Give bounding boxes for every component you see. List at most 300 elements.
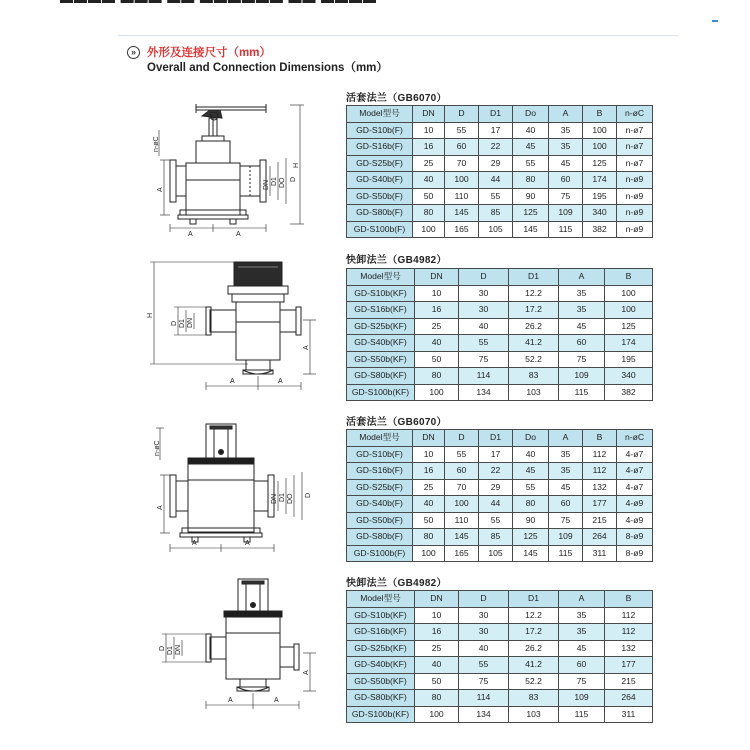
drawing-1-label-a-left: A (188, 231, 193, 238)
table-cell: 311 (583, 545, 617, 562)
column-header: A (559, 591, 605, 608)
table-cell: 40 (459, 640, 509, 657)
top-divider (118, 35, 678, 36)
table-cell: 16 (413, 139, 445, 156)
table-header-row (347, 430, 653, 447)
table-cell: 41.2 (509, 657, 559, 674)
table-cell: 12.2 (509, 607, 559, 624)
drawing-1-label-do: DO (279, 177, 286, 188)
drawing-4-label-a-side: A (303, 670, 310, 675)
table-cell: 100 (583, 139, 617, 156)
table-cell: 109 (559, 368, 605, 385)
table-cell: 125 (513, 529, 549, 546)
table-cell: n-ø7 (617, 122, 653, 139)
table-cell: 55 (513, 479, 549, 496)
model-cell: GD-S10b(F) (347, 122, 413, 139)
table-cell: 90 (513, 512, 549, 529)
table-cell: 40 (415, 657, 459, 674)
table-row (347, 496, 653, 513)
table-row (347, 384, 653, 401)
table-cell: 114 (459, 368, 509, 385)
column-header: B (605, 269, 653, 286)
drawing-3-label-do: DO (287, 493, 294, 504)
drawing-1-label-d: D (290, 176, 297, 182)
model-cell: GD-S25b(F) (347, 479, 413, 496)
model-cell: GD-S100b(F) (347, 545, 413, 562)
column-header: DN (413, 430, 445, 447)
table-row (347, 463, 653, 480)
table-cell: 26.2 (509, 318, 559, 335)
table-cell: 35 (559, 624, 605, 641)
drawing-2-cap-kf-valve (148, 258, 328, 393)
column-header: A (549, 106, 583, 123)
table-row (347, 335, 653, 352)
table-cell: 100 (413, 221, 445, 238)
column-header: Model型号 (347, 591, 415, 608)
table-cell: 75 (559, 351, 605, 368)
table-cell: 112 (583, 446, 617, 463)
table-cell: 55 (479, 188, 513, 205)
table-cell: 55 (459, 657, 509, 674)
table-row (347, 640, 653, 657)
table-cell: 382 (605, 384, 653, 401)
spec-table-1 (346, 105, 653, 238)
table-row (347, 172, 653, 189)
table-row (347, 122, 653, 139)
model-cell: GD-S80b(F) (347, 205, 413, 222)
table-cell: 50 (413, 188, 445, 205)
table-cell: 52.2 (509, 351, 559, 368)
table-cell: 75 (549, 512, 583, 529)
table-cell: 45 (559, 640, 605, 657)
table-cell: 60 (559, 335, 605, 352)
table-cell: 25 (415, 318, 459, 335)
model-cell: GD-S40b(KF) (347, 335, 415, 352)
drawing-3-actuator-flange-valve (150, 420, 330, 555)
table-row (347, 545, 653, 562)
column-header: B (583, 106, 617, 123)
table-cell: 10 (413, 446, 445, 463)
column-header: Model型号 (347, 106, 413, 123)
table-cell: 115 (559, 384, 605, 401)
model-cell: GD-S16b(KF) (347, 624, 415, 641)
table-cell: 4-ø9 (617, 496, 653, 513)
table-cell: 85 (479, 205, 513, 222)
table-cell: 174 (583, 172, 617, 189)
table-cell: 264 (605, 690, 653, 707)
table-cell: 112 (605, 624, 653, 641)
table-cell: 17.2 (509, 624, 559, 641)
table-cell: 16 (415, 624, 459, 641)
table-row (347, 139, 653, 156)
table-cell: 29 (479, 479, 513, 496)
column-header: B (583, 430, 617, 447)
table-cell: 10 (413, 122, 445, 139)
column-header: Model型号 (347, 269, 415, 286)
table-cell: 165 (445, 545, 479, 562)
table-cell: 35 (559, 285, 605, 302)
table-cell: 40 (513, 446, 549, 463)
table-header-row (347, 106, 653, 123)
table-cell: 112 (605, 607, 653, 624)
table-cell: 132 (605, 640, 653, 657)
table-row (347, 188, 653, 205)
table-row (347, 529, 653, 546)
model-cell: GD-S100b(KF) (347, 384, 415, 401)
table-cell: 35 (559, 607, 605, 624)
column-header: D (459, 269, 509, 286)
table-cell: 22 (479, 463, 513, 480)
table-cell: n-ø7 (617, 139, 653, 156)
drawing-4-label-a-left: A (228, 697, 233, 704)
drawing-3-label-d1: D1 (279, 493, 286, 502)
table-cell: 264 (583, 529, 617, 546)
table-cell: 125 (605, 318, 653, 335)
table-cell: 100 (583, 122, 617, 139)
column-header: B (605, 591, 653, 608)
table-cell: 30 (459, 624, 509, 641)
table-cell: 35 (549, 139, 583, 156)
drawing-3-label-a-right: A (245, 540, 250, 547)
drawing-1-label-a-side: A (157, 187, 164, 192)
table-cell: 105 (479, 545, 513, 562)
drawing-4-actuator-kf-valve (148, 575, 328, 715)
table-cell: 45 (549, 479, 583, 496)
table-cell: 83 (509, 690, 559, 707)
table-cell: 80 (415, 690, 459, 707)
table-cell: 35 (549, 446, 583, 463)
drawing-4-label-dn: DN (175, 644, 182, 655)
model-cell: GD-S16b(KF) (347, 302, 415, 319)
table-cell: 25 (413, 479, 445, 496)
table-cell: 40 (415, 335, 459, 352)
table-row (347, 690, 653, 707)
table-cell: 10 (415, 607, 459, 624)
table-cell: 100 (415, 384, 459, 401)
table-cell: 30 (459, 285, 509, 302)
column-header: A (559, 269, 605, 286)
section-4-title: 快卸法兰（GB4982） (346, 578, 447, 589)
table-cell: 165 (445, 221, 479, 238)
model-cell: GD-S10b(F) (347, 446, 413, 463)
table-row (347, 302, 653, 319)
table-cell: 80 (513, 496, 549, 513)
model-cell: GD-S80b(F) (347, 529, 413, 546)
table-cell: 40 (459, 318, 509, 335)
table-cell: 340 (583, 205, 617, 222)
table-cell: 174 (605, 335, 653, 352)
column-header: A (549, 430, 583, 447)
table-row (347, 706, 653, 723)
table-row (347, 479, 653, 496)
table-cell: 103 (509, 384, 559, 401)
table-cell: 55 (445, 122, 479, 139)
table-cell: 17 (479, 122, 513, 139)
table-row (347, 607, 653, 624)
column-header: n-øC (617, 106, 653, 123)
table-row (347, 657, 653, 674)
header-title-cn: 外形及连接尺寸（mm） (147, 47, 271, 59)
table-cell: 134 (459, 706, 509, 723)
column-header: Do (513, 106, 549, 123)
table-cell: 40 (513, 122, 549, 139)
table-cell: 80 (413, 205, 445, 222)
table-cell: 4-ø9 (617, 512, 653, 529)
table-cell: 105 (479, 221, 513, 238)
header-title-en: Overall and Connection Dimensions（mm） (147, 62, 388, 74)
column-header: D1 (479, 106, 513, 123)
column-header: D (459, 591, 509, 608)
model-cell: GD-S100b(F) (347, 221, 413, 238)
spec-table-2 (346, 268, 653, 401)
table-cell: 100 (605, 285, 653, 302)
model-cell: GD-S80b(KF) (347, 368, 415, 385)
table-cell: 50 (413, 512, 445, 529)
table-cell: 100 (445, 496, 479, 513)
table-cell: n-ø9 (617, 188, 653, 205)
drawing-1-label-h: H (293, 162, 300, 168)
table-cell: n-ø7 (617, 155, 653, 172)
model-cell: GD-S50b(KF) (347, 351, 415, 368)
table-header-row (347, 591, 653, 608)
table-cell: 4-ø7 (617, 446, 653, 463)
column-header: DN (415, 591, 459, 608)
drawing-2-label-dn: DN (187, 317, 194, 328)
section-1-title: 活套法兰（GB6070） (346, 93, 447, 104)
table-cell: 50 (415, 673, 459, 690)
table-cell: 103 (509, 706, 559, 723)
drawing-2-label-a-side: A (303, 345, 310, 350)
section-2-title: 快卸法兰（GB4982） (346, 255, 447, 266)
table-row (347, 512, 653, 529)
table-cell: 100 (415, 706, 459, 723)
table-cell: 25 (415, 640, 459, 657)
table-cell: 90 (513, 188, 549, 205)
table-cell: 60 (559, 657, 605, 674)
table-cell: 44 (479, 172, 513, 189)
model-cell: GD-S25b(F) (347, 155, 413, 172)
table-cell: 70 (445, 479, 479, 496)
model-cell: GD-S40b(F) (347, 496, 413, 513)
table-cell: 215 (605, 673, 653, 690)
column-header: D (445, 106, 479, 123)
table-cell: 215 (583, 512, 617, 529)
table-cell: 125 (513, 205, 549, 222)
table-cell: 100 (445, 172, 479, 189)
column-header: D1 (509, 269, 559, 286)
table-cell: 177 (605, 657, 653, 674)
table-cell: 55 (479, 512, 513, 529)
drawing-3-label-d: D (305, 492, 312, 498)
table-row (347, 155, 653, 172)
table-cell: 115 (549, 221, 583, 238)
table-cell: 80 (413, 529, 445, 546)
table-row (347, 285, 653, 302)
drawing-1-label-dn: DN (263, 179, 270, 190)
table-cell: 41.2 (509, 335, 559, 352)
table-cell: 100 (605, 302, 653, 319)
table-cell: 75 (549, 188, 583, 205)
table-cell: 110 (445, 512, 479, 529)
model-cell: GD-S10b(KF) (347, 607, 415, 624)
table-cell: 16 (413, 463, 445, 480)
drawing-2-label-d: D (171, 320, 178, 326)
table-cell: 134 (459, 384, 509, 401)
model-cell: GD-S40b(F) (347, 172, 413, 189)
table-cell: 10 (415, 285, 459, 302)
table-cell: 177 (583, 496, 617, 513)
model-cell: GD-S40b(KF) (347, 657, 415, 674)
table-cell: 8-ø9 (617, 529, 653, 546)
drawing-3-label-nphic: n-øC (154, 440, 161, 456)
drawing-1-label-a-right: A (236, 231, 241, 238)
table-cell: 60 (549, 496, 583, 513)
table-cell: 115 (559, 706, 605, 723)
table-cell: 4-ø7 (617, 463, 653, 480)
model-cell: GD-S16b(F) (347, 463, 413, 480)
table-cell: 16 (415, 302, 459, 319)
table-row (347, 368, 653, 385)
table-cell: 17 (479, 446, 513, 463)
table-cell: 60 (549, 172, 583, 189)
spec-table-4 (346, 590, 653, 723)
table-cell: 55 (445, 446, 479, 463)
table-cell: 311 (605, 706, 653, 723)
table-cell: 25 (413, 155, 445, 172)
table-row (347, 673, 653, 690)
table-cell: 340 (605, 368, 653, 385)
table-cell: 75 (559, 673, 605, 690)
table-cell: 60 (445, 139, 479, 156)
table-cell: 110 (445, 188, 479, 205)
model-cell: GD-S16b(F) (347, 139, 413, 156)
model-cell: GD-S50b(KF) (347, 673, 415, 690)
drawing-4-label-d1: D1 (167, 646, 174, 655)
table-cell: 44 (479, 496, 513, 513)
drawing-2-label-a-right: A (278, 378, 283, 385)
table-cell: 45 (513, 139, 549, 156)
drawing-2-label-d1: D1 (179, 319, 186, 328)
table-cell: 132 (583, 479, 617, 496)
table-cell: 17.2 (509, 302, 559, 319)
table-row (347, 351, 653, 368)
model-cell: GD-S10b(KF) (347, 285, 415, 302)
table-cell: n-ø9 (617, 172, 653, 189)
table-row (347, 205, 653, 222)
table-cell: 100 (413, 545, 445, 562)
table-cell: 125 (583, 155, 617, 172)
table-cell: 145 (445, 529, 479, 546)
table-row (347, 318, 653, 335)
table-row (347, 221, 653, 238)
table-cell: 35 (549, 122, 583, 139)
table-cell: 195 (583, 188, 617, 205)
column-header: D1 (479, 430, 513, 447)
drawing-3-label-a-side: A (157, 505, 164, 510)
drawing-1-label-nphic: n-øC (153, 136, 160, 152)
drawing-2-label-a-left: A (230, 378, 235, 385)
table-cell: 45 (513, 463, 549, 480)
table-cell: 35 (559, 302, 605, 319)
section-arrow-icon: » (127, 46, 140, 59)
table-row (347, 446, 653, 463)
column-header: D1 (509, 591, 559, 608)
table-cell: 55 (513, 155, 549, 172)
table-cell: 80 (415, 368, 459, 385)
table-cell: 80 (513, 172, 549, 189)
table-cell: 109 (549, 205, 583, 222)
top-banner-text (60, 0, 377, 6)
table-cell: 112 (583, 463, 617, 480)
table-cell: 8-ø9 (617, 545, 653, 562)
column-header: D (445, 430, 479, 447)
table-cell: 109 (549, 529, 583, 546)
model-cell: GD-S50b(F) (347, 512, 413, 529)
drawing-4-label-a-right: A (274, 697, 279, 704)
column-header: DN (413, 106, 445, 123)
table-row (347, 624, 653, 641)
table-cell: 109 (559, 690, 605, 707)
table-cell: 45 (559, 318, 605, 335)
table-cell: 85 (479, 529, 513, 546)
table-cell: 50 (415, 351, 459, 368)
model-cell: GD-S80b(KF) (347, 690, 415, 707)
drawing-4-label-d: D (159, 645, 166, 651)
table-cell: 26.2 (509, 640, 559, 657)
table-cell: 70 (445, 155, 479, 172)
top-banner (0, 0, 750, 6)
model-cell: GD-S50b(F) (347, 188, 413, 205)
table-cell: 60 (445, 463, 479, 480)
drawing-1-handwheel-flange-valve (150, 100, 330, 238)
table-header-row (347, 269, 653, 286)
table-cell: n-ø9 (617, 221, 653, 238)
table-cell: 114 (459, 690, 509, 707)
table-cell: 55 (459, 335, 509, 352)
table-cell: 145 (513, 545, 549, 562)
model-cell: GD-S25b(KF) (347, 318, 415, 335)
column-header: Do (513, 430, 549, 447)
table-cell: 75 (459, 351, 509, 368)
drawing-1-label-d1: D1 (271, 177, 278, 186)
model-cell: GD-S25b(KF) (347, 640, 415, 657)
table-cell: 83 (509, 368, 559, 385)
table-cell: 35 (549, 463, 583, 480)
table-cell: 115 (549, 545, 583, 562)
column-header: n-øC (617, 430, 653, 447)
table-cell: 52.2 (509, 673, 559, 690)
table-cell: 12.2 (509, 285, 559, 302)
table-cell: 45 (549, 155, 583, 172)
table-cell: 382 (583, 221, 617, 238)
table-cell: 145 (513, 221, 549, 238)
column-header: Model型号 (347, 430, 413, 447)
drawing-3-label-a-left: A (192, 540, 197, 547)
table-cell: 29 (479, 155, 513, 172)
table-cell: 145 (445, 205, 479, 222)
table-cell: 4-ø7 (617, 479, 653, 496)
table-cell: 22 (479, 139, 513, 156)
section-3-title: 活套法兰（GB6070） (346, 417, 447, 428)
model-cell: GD-S100b(KF) (347, 706, 415, 723)
table-cell: 40 (413, 172, 445, 189)
table-cell: 30 (459, 607, 509, 624)
table-cell: 40 (413, 496, 445, 513)
drawing-2-label-h: H (147, 312, 154, 318)
column-header: DN (415, 269, 459, 286)
drawing-3-label-dn: DN (271, 493, 278, 504)
table-cell: 75 (459, 673, 509, 690)
